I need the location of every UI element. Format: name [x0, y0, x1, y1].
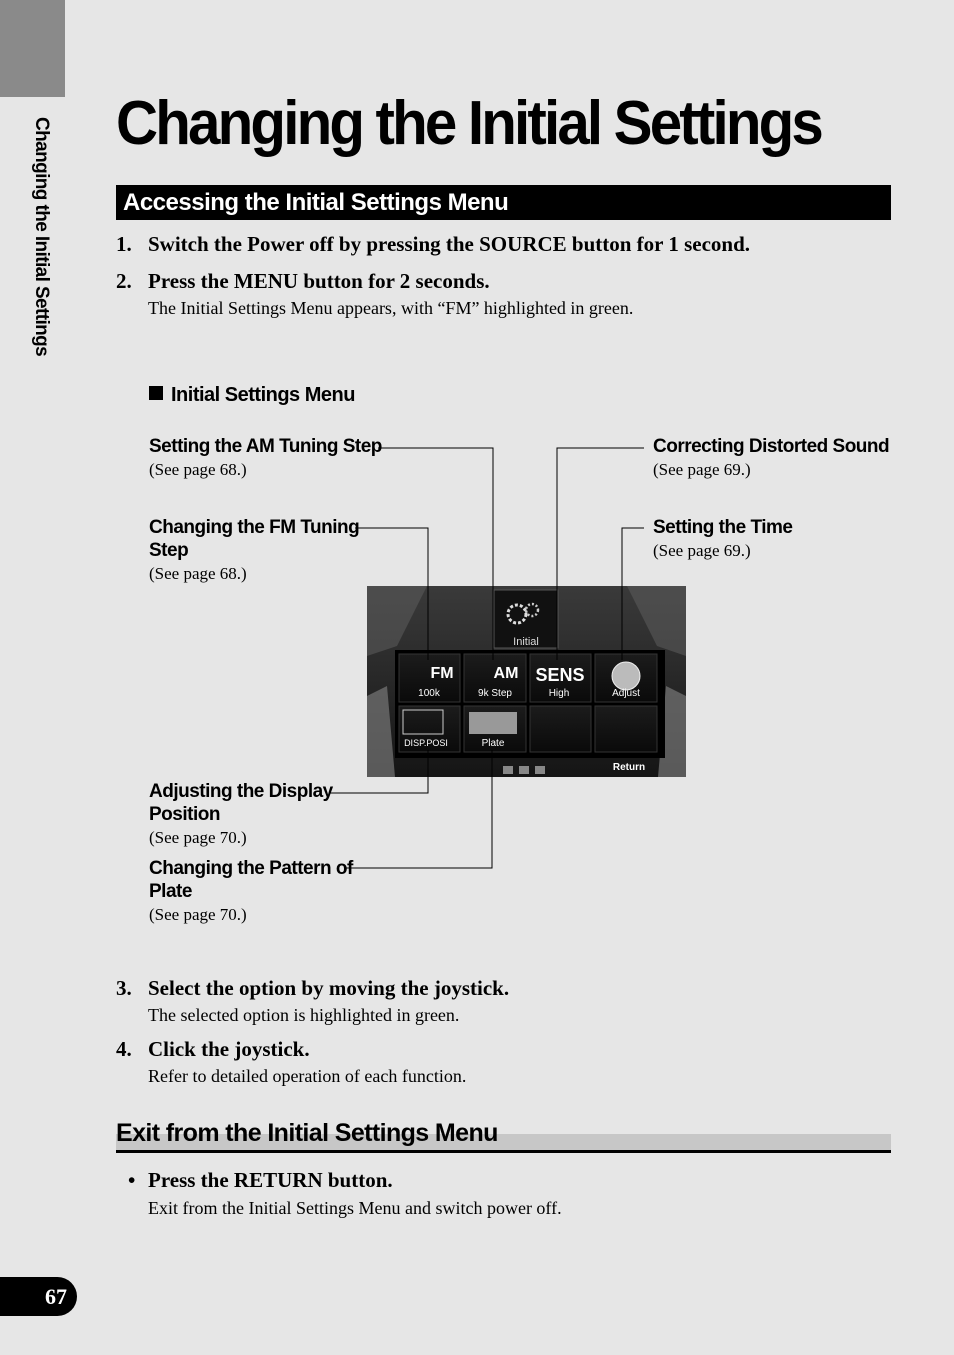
- step-2-note: The Initial Settings Menu appears, with “FM” highlighted in green.: [148, 298, 634, 318]
- tile-label: SENS: [535, 665, 585, 685]
- callout-sens: Correcting Distorted Sound (See page 69.): [653, 436, 890, 479]
- tile-value: 9k Step: [478, 688, 512, 699]
- tile-value: High: [548, 688, 570, 699]
- step-number: 3.: [116, 976, 132, 1000]
- exit-instruction: Press the RETURN button.: [148, 1168, 393, 1192]
- page-number: 67: [0, 1277, 77, 1316]
- step-text: Switch the Power off by pressing the SOURCE button for 1 second.: [148, 232, 751, 256]
- bullet-dot: •: [128, 1168, 136, 1192]
- tile-value: 100k: [418, 688, 440, 699]
- step-number: 4.: [116, 1037, 132, 1061]
- step-3-note: The selected option is highlighted in green.: [148, 1005, 460, 1025]
- callout-display: Adjusting the Display Position (See page 70.): [149, 781, 333, 847]
- step-number: 1.: [116, 232, 132, 256]
- tile-value: DISP.POSI: [404, 738, 448, 748]
- step-text: Click the joystick.: [148, 1037, 310, 1061]
- chapter-side-label: Changing the Initial Settings: [31, 117, 52, 357]
- return-button[interactable]: Return: [612, 762, 646, 773]
- tile-value: Plate: [481, 738, 505, 749]
- step-text: Press the MENU button for 2 seconds.: [148, 269, 490, 293]
- step-number: 2.: [116, 269, 132, 293]
- tile-label: AM: [493, 665, 519, 682]
- page-title: Changing the Initial Settings: [116, 89, 821, 158]
- exit-note: Exit from the Initial Settings Menu and switch power off.: [148, 1198, 562, 1218]
- callout-fm-step: Changing the FM Tuning Step (See page 68.): [149, 517, 360, 583]
- step-4-note: Refer to detailed operation of each function.: [148, 1066, 467, 1086]
- callout-time: Setting the Time (See page 69.): [653, 517, 793, 560]
- diagram-title: Initial Settings Menu: [149, 384, 355, 407]
- callout-am-step: Setting the AM Tuning Step (See page 68.): [149, 436, 382, 479]
- step-text: Select the option by moving the joystick.: [148, 976, 510, 1000]
- tile-label: FM: [430, 665, 454, 682]
- callout-plate: Changing the Pattern of Plate (See page 70.): [149, 858, 353, 924]
- tile-value: Adjust: [612, 688, 640, 699]
- section-heading-exit: Exit from the Initial Settings Menu: [116, 1117, 891, 1153]
- section-heading-accessing: Accessing the Initial Settings Menu: [116, 185, 891, 220]
- screen-header: Initial: [513, 636, 539, 648]
